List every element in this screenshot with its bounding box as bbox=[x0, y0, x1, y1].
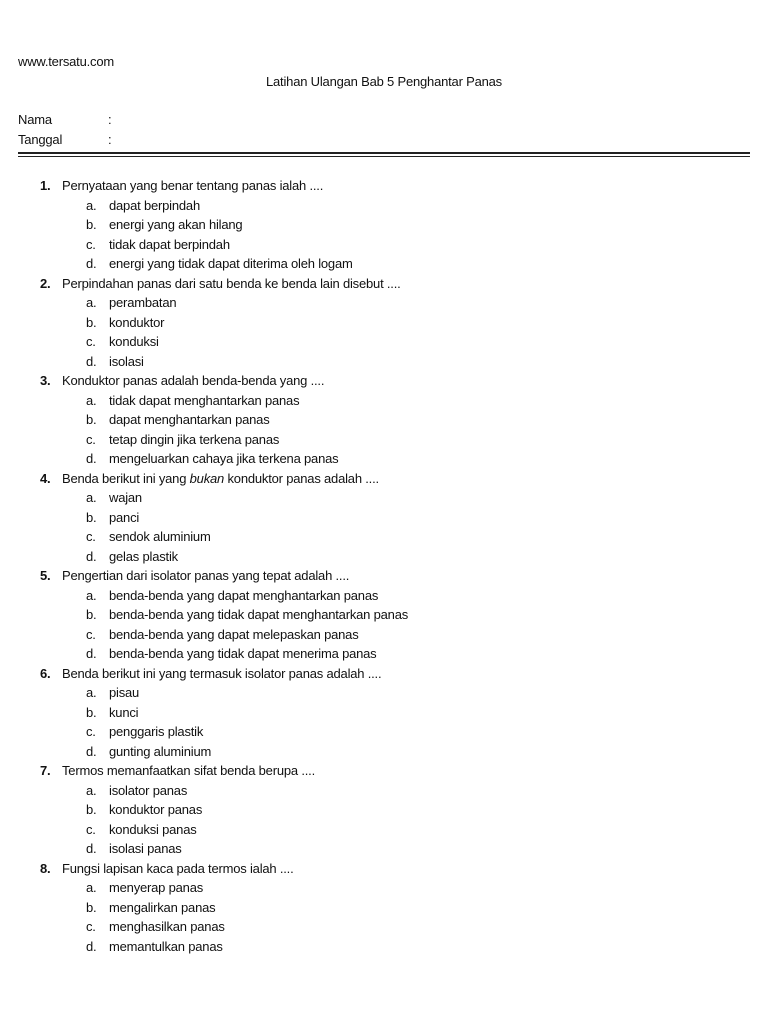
question-text: Fungsi lapisan kaca pada termos ialah .... bbox=[62, 860, 294, 876]
question-item bbox=[0, 859, 768, 957]
option-text: energi yang akan hilang bbox=[109, 217, 243, 232]
option-text: benda-benda yang dapat menghantarkan panas bbox=[109, 587, 379, 603]
answer-option bbox=[0, 235, 768, 255]
option-list bbox=[0, 293, 768, 371]
site-url: www.tersatu.com bbox=[18, 54, 114, 69]
option-text: tetap dingin jika terkena panas bbox=[109, 431, 280, 447]
option-letter: b. bbox=[86, 607, 97, 622]
option-letter: c. bbox=[86, 919, 96, 934]
answer-option bbox=[0, 781, 768, 801]
answer-option bbox=[0, 430, 768, 450]
option-text: dapat menghantarkan panas bbox=[109, 412, 270, 427]
answer-option bbox=[0, 586, 768, 606]
answer-option bbox=[0, 449, 768, 469]
option-text: memantulkan panas bbox=[109, 938, 223, 954]
question-number: 8. bbox=[40, 860, 51, 876]
option-letter: d. bbox=[86, 353, 97, 369]
answer-option bbox=[0, 937, 768, 957]
question-item bbox=[0, 566, 768, 664]
question-list bbox=[0, 176, 768, 956]
option-text: konduktor panas bbox=[109, 802, 203, 817]
option-text: perambatan bbox=[109, 295, 177, 310]
option-list bbox=[0, 488, 768, 566]
option-list bbox=[0, 586, 768, 664]
option-text: benda-benda yang tidak dapat menghantarkan panas bbox=[109, 607, 409, 622]
question-line bbox=[0, 371, 768, 391]
option-letter: a. bbox=[86, 782, 97, 798]
answer-option bbox=[0, 215, 768, 235]
answer-option bbox=[0, 332, 768, 352]
option-list bbox=[0, 683, 768, 761]
question-text: Perpindahan panas dari satu benda ke benda lain disebut .... bbox=[62, 275, 401, 291]
answer-option bbox=[0, 703, 768, 723]
answer-option bbox=[0, 391, 768, 411]
answer-option bbox=[0, 722, 768, 742]
question-number: 3. bbox=[40, 373, 51, 388]
question-number: 2. bbox=[40, 275, 51, 291]
answer-option bbox=[0, 625, 768, 645]
question-line bbox=[0, 761, 768, 781]
option-letter: c. bbox=[86, 431, 96, 447]
option-letter: a. bbox=[86, 295, 97, 310]
option-letter: c. bbox=[86, 724, 96, 739]
question-item bbox=[0, 176, 768, 274]
answer-option bbox=[0, 878, 768, 898]
question-text: Benda berikut ini yang bbox=[62, 470, 190, 486]
question-item bbox=[0, 371, 768, 469]
option-letter: b. bbox=[86, 899, 97, 915]
question-line bbox=[0, 566, 768, 586]
option-letter: b. bbox=[86, 704, 97, 720]
answer-option bbox=[0, 898, 768, 918]
option-text: pisau bbox=[109, 685, 140, 700]
question-text-after: konduktor panas adalah .... bbox=[224, 470, 379, 486]
option-letter: b. bbox=[86, 802, 97, 817]
option-text: dapat berpindah bbox=[109, 197, 200, 213]
answer-option bbox=[0, 254, 768, 274]
option-letter: b. bbox=[86, 509, 97, 525]
answer-option bbox=[0, 742, 768, 762]
question-text: Pengertian dari isolator panas yang tepat adalah .... bbox=[62, 568, 350, 583]
option-letter: a. bbox=[86, 880, 97, 895]
name-label: Nama bbox=[18, 112, 52, 127]
option-text: mengeluarkan cahaya jika terkena panas bbox=[109, 451, 339, 466]
question-item bbox=[0, 469, 768, 567]
question-text: Konduktor panas adalah benda-benda yang .... bbox=[62, 373, 325, 388]
answer-option bbox=[0, 488, 768, 508]
option-letter: d. bbox=[86, 256, 97, 271]
name-field bbox=[18, 112, 111, 127]
option-letter: c. bbox=[86, 236, 96, 252]
answer-option bbox=[0, 917, 768, 937]
option-text: konduksi bbox=[109, 334, 159, 349]
answer-option bbox=[0, 527, 768, 547]
option-text: isolator panas bbox=[109, 782, 188, 798]
option-letter: b. bbox=[86, 217, 97, 232]
option-letter: b. bbox=[86, 314, 97, 330]
option-text: gelas plastik bbox=[109, 548, 178, 564]
answer-option bbox=[0, 839, 768, 859]
option-text: panci bbox=[109, 509, 140, 525]
answer-option bbox=[0, 683, 768, 703]
option-text: wajan bbox=[109, 490, 142, 505]
question-text: Pernyataan yang benar tentang panas ialah .... bbox=[62, 178, 324, 193]
option-letter: c. bbox=[86, 529, 96, 544]
answer-option bbox=[0, 508, 768, 528]
option-letter: a. bbox=[86, 197, 97, 213]
question-line bbox=[0, 469, 768, 489]
option-text: energi yang tidak dapat diterima oleh logam bbox=[109, 256, 353, 271]
answer-option bbox=[0, 547, 768, 567]
option-text: benda-benda yang dapat melepaskan panas bbox=[109, 626, 359, 642]
answer-option bbox=[0, 410, 768, 430]
option-text: konduktor bbox=[109, 314, 165, 330]
option-letter: a. bbox=[86, 392, 97, 408]
option-letter: d. bbox=[86, 548, 97, 564]
question-line bbox=[0, 664, 768, 684]
header-divider-thick bbox=[18, 152, 750, 154]
option-list bbox=[0, 878, 768, 956]
option-text: mengalirkan panas bbox=[109, 899, 216, 915]
option-list bbox=[0, 196, 768, 274]
option-letter: d. bbox=[86, 451, 97, 466]
answer-option bbox=[0, 644, 768, 664]
question-number: 1. bbox=[40, 178, 51, 193]
option-text: benda-benda yang tidak dapat menerima panas bbox=[109, 646, 377, 661]
answer-option bbox=[0, 352, 768, 372]
question-text: Benda berikut ini yang termasuk isolator panas adalah .... bbox=[62, 665, 382, 681]
option-letter: a. bbox=[86, 685, 97, 700]
question-line bbox=[0, 176, 768, 196]
option-text: kunci bbox=[109, 704, 139, 720]
option-text: menghasilkan panas bbox=[109, 919, 225, 934]
question-number: 4. bbox=[40, 470, 51, 486]
option-letter: b. bbox=[86, 412, 97, 427]
question-item bbox=[0, 761, 768, 859]
option-list bbox=[0, 391, 768, 469]
answer-option bbox=[0, 293, 768, 313]
option-letter: a. bbox=[86, 587, 97, 603]
question-emphasis: bukan bbox=[189, 470, 225, 486]
option-letter: c. bbox=[86, 821, 96, 837]
date-field bbox=[18, 132, 111, 147]
option-letter: d. bbox=[86, 938, 97, 954]
date-label: Tanggal bbox=[18, 132, 63, 147]
option-letter: c. bbox=[86, 334, 96, 349]
question-line bbox=[0, 274, 768, 294]
question-item bbox=[0, 664, 768, 762]
answer-option bbox=[0, 800, 768, 820]
question-number: 7. bbox=[40, 763, 51, 778]
answer-option bbox=[0, 820, 768, 840]
option-text: gunting aluminium bbox=[109, 743, 212, 759]
header-divider-thin bbox=[18, 156, 750, 157]
page-title: Latihan Ulangan Bab 5 Penghantar Panas bbox=[266, 74, 502, 89]
question-line bbox=[0, 859, 768, 879]
option-letter: d. bbox=[86, 743, 97, 759]
option-text: tidak dapat menghantarkan panas bbox=[109, 392, 300, 408]
option-text: sendok aluminium bbox=[109, 529, 211, 544]
question-number: 6. bbox=[40, 665, 51, 681]
option-text: isolasi bbox=[109, 353, 144, 369]
option-letter: a. bbox=[86, 490, 97, 505]
option-letter: d. bbox=[86, 841, 97, 856]
answer-option bbox=[0, 605, 768, 625]
question-number: 5. bbox=[40, 568, 51, 583]
option-letter: d. bbox=[86, 646, 97, 661]
question-item bbox=[0, 274, 768, 372]
option-text: isolasi panas bbox=[109, 841, 182, 856]
option-text: tidak dapat berpindah bbox=[109, 236, 230, 252]
date-separator: : bbox=[108, 132, 112, 147]
option-text: penggaris plastik bbox=[109, 724, 204, 739]
name-separator: : bbox=[108, 112, 112, 127]
option-letter: c. bbox=[86, 626, 96, 642]
option-text: menyerap panas bbox=[109, 880, 204, 895]
option-list bbox=[0, 781, 768, 859]
answer-option bbox=[0, 196, 768, 216]
question-text: Termos memanfaatkan sifat benda berupa .... bbox=[62, 763, 315, 778]
option-text: konduksi panas bbox=[109, 821, 197, 837]
answer-option bbox=[0, 313, 768, 333]
